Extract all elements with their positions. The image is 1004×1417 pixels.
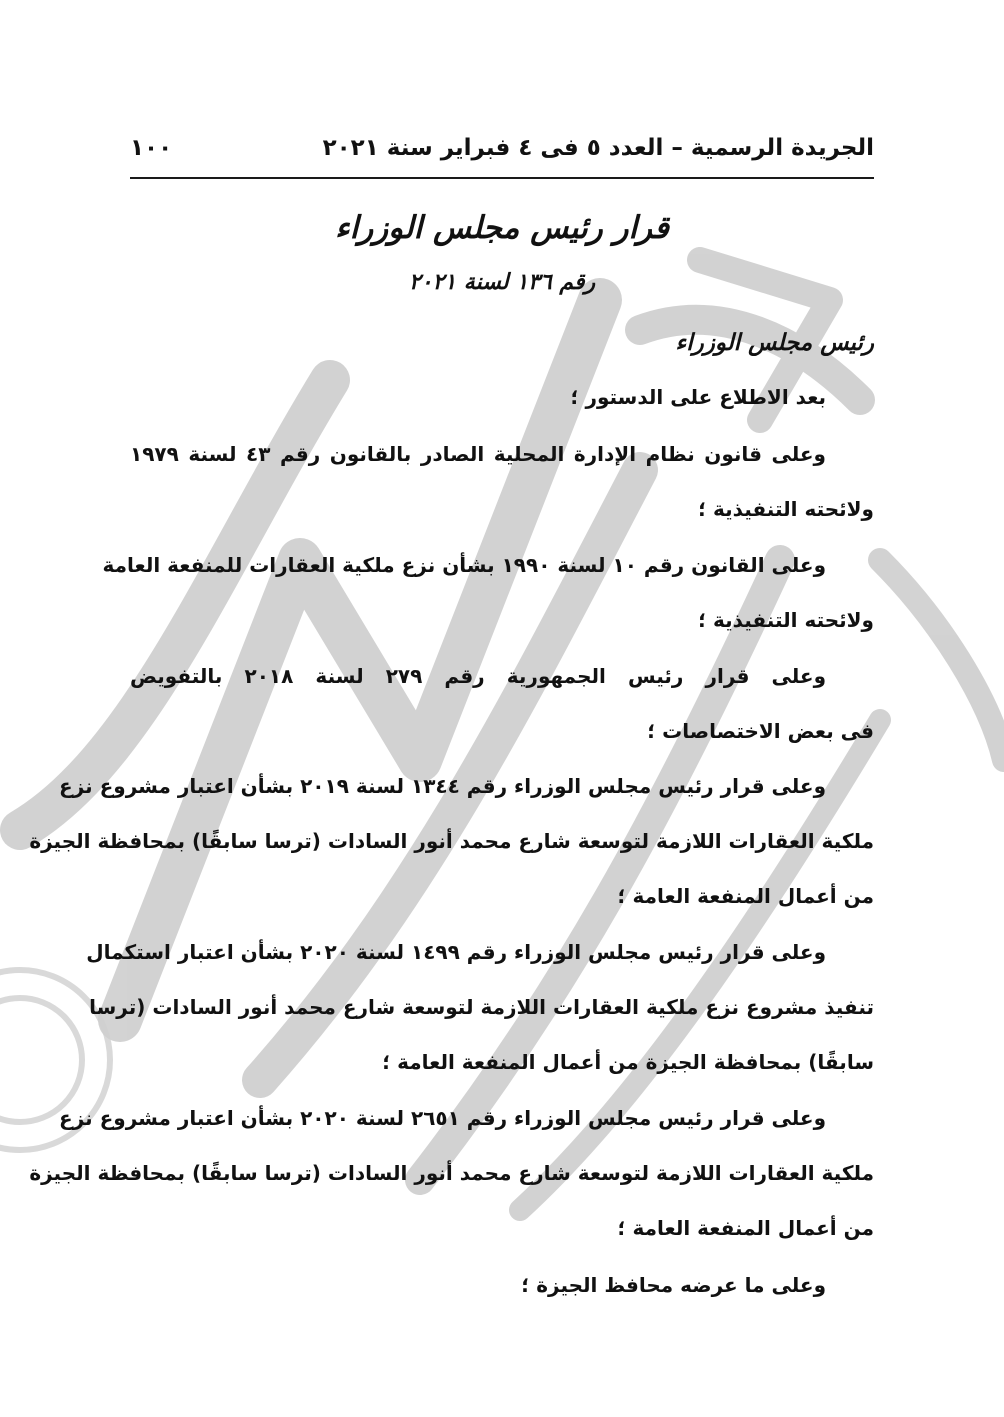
text-line: تنفيذ مشروع نزع ملكية العقارات اللازمة لتوسعة شارع محمد أنور السادات (ترسا	[89, 995, 874, 1019]
text-line: ملكية العقارات اللازمة لتوسعة شارع محمد أنور السادات (ترسا سابقًا) بمحافظة الجيزة	[29, 1161, 874, 1185]
text-line: من أعمال المنفعة العامة ؛	[617, 1216, 874, 1240]
page-header	[130, 128, 874, 168]
text-line: ولائحته التنفيذية ؛	[698, 497, 874, 521]
text-line: وعلى ما عرضه محافظ الجيزة ؛	[521, 1273, 826, 1297]
text-line: سابقًا) بمحافظة الجيزة من أعمال المنفعة العامة ؛	[382, 1050, 874, 1074]
issuing-authority: رئيس مجلس الوزراء	[675, 330, 874, 356]
text-line: وعلى قرار رئيس مجلس الوزراء رقم ١٣٤٤ لسنة ٢٠١٩ بشأن اعتبار مشروع نزع	[59, 774, 826, 798]
decree-number: رقم ١٣٦ لسنة ٢٠٢١	[408, 270, 596, 295]
text-line: وعلى قرار رئيس مجلس الوزراء رقم ١٤٩٩ لسنة ٢٠٢٠ بشأن اعتبار استكمال	[86, 940, 826, 964]
text-line: ملكية العقارات اللازمة لتوسعة شارع محمد أنور السادات (ترسا سابقًا) بمحافظة الجيزة	[29, 829, 874, 853]
running-title: الجريدة الرسمية – العدد ٥ فى ٤ فبراير سنة ٢٠٢١	[322, 135, 874, 161]
header-divider	[130, 177, 874, 179]
text-line: فى بعض الاختصاصات ؛	[647, 719, 874, 743]
text-line: وعلى قرار رئيس مجلس الوزراء رقم ٢٦٥١ لسنة ٢٠٢٠ بشأن اعتبار مشروع نزع	[59, 1106, 826, 1130]
text-line: من أعمال المنفعة العامة ؛	[617, 884, 874, 908]
text-line: ولائحته التنفيذية ؛	[698, 608, 874, 632]
decree-title: قرار رئيس مجلس الوزراء	[335, 210, 669, 246]
text-line: وعلى قانون نظام الإدارة المحلية الصادر بالقانون رقم ٤٣ لسنة ١٩٧٩	[130, 442, 826, 466]
text-line: وعلى القانون رقم ١٠ لسنة ١٩٩٠ بشأن نزع ملكية العقارات للمنفعة العامة	[102, 553, 826, 577]
text-line: بعد الاطلاع على الدستور ؛	[570, 385, 826, 409]
page-number: ١٠٠	[130, 135, 173, 161]
text-line: وعلى قرار رئيس الجمهورية رقم ٢٧٩ لسنة ٢٠١٨ بالتفويض	[130, 664, 826, 688]
